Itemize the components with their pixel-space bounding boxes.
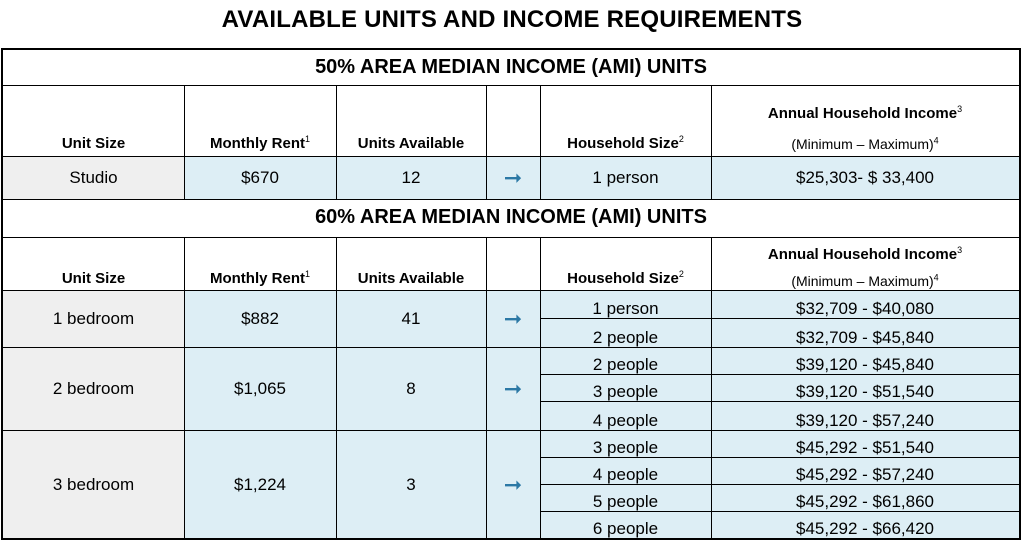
- cell-rent-1-bedroom: $882: [184, 291, 336, 347]
- cell-unit-size-3-bedroom: 3 bedroom: [3, 431, 184, 538]
- page-title: AVAILABLE UNITS AND INCOME REQUIREMENTS: [221, 6, 803, 33]
- header-unit-size: Unit Size: [61, 135, 126, 152]
- cell-rent-studio: $670: [184, 157, 336, 199]
- cell-household-size: 1 person: [540, 157, 711, 199]
- cell-income-range: $32,709 - $40,080: [711, 291, 1019, 319]
- cell-income-range: $45,292 - $51,540: [711, 431, 1019, 458]
- cell-household-size: 4 people: [540, 458, 711, 485]
- header-household-size: Household Size$^2$: [567, 134, 684, 152]
- cell-income-range: $39,120 - $57,240: [795, 411, 934, 430]
- cell-units-3-bedroom: 3: [336, 431, 486, 538]
- cell-household-size: 2 people: [540, 348, 711, 375]
- cell-household-size: 4 people: [592, 411, 659, 430]
- cell-household-size: 6 people: [592, 519, 659, 538]
- cell-income-range: $45,292 - $57,240: [711, 458, 1019, 485]
- header-monthly-rent: Monthly Rent$^1$: [209, 134, 310, 152]
- cell-unit-size-2-bedroom: 2 bedroom: [3, 348, 184, 430]
- arrow-icon: ➞: [486, 157, 540, 199]
- section-heading-50-ami: 50% AREA MEDIAN INCOME (AMI) UNITS: [315, 56, 707, 78]
- cell-income-range: $45,292 - $66,420: [795, 519, 934, 538]
- cell-household-size: 2 people: [592, 328, 659, 347]
- cell-household-size: 3 people: [540, 431, 711, 458]
- cell-rent-3-bedroom: $1,224: [184, 431, 336, 538]
- header-units-available: Units Available: [357, 135, 465, 152]
- cell-income-range: $45,292 - $61,860: [711, 485, 1019, 512]
- cell-income-range: $39,120 - $51,540: [711, 375, 1019, 402]
- units-table: [1, 48, 1021, 540]
- cell-units-2-bedroom: 8: [336, 348, 486, 430]
- cell-income-range: $32,709 - $45,840: [795, 328, 934, 347]
- header-monthly-rent: Monthly Rent$^1$: [209, 269, 310, 287]
- header-household-size: Household Size$^2$: [567, 269, 684, 287]
- arrow-icon: ➞: [486, 348, 540, 430]
- cell-rent-2-bedroom: $1,065: [184, 348, 336, 430]
- arrow-icon: ➞: [486, 291, 540, 347]
- cell-income-range: $25,303- $ 33,400: [711, 157, 1019, 199]
- cell-income-range: $39,120 - $45,840: [711, 348, 1019, 375]
- header-unit-size: Unit Size: [61, 270, 126, 287]
- section-heading-60-ami: 60% AREA MEDIAN INCOME (AMI) UNITS: [315, 206, 707, 228]
- cell-household-size: 5 people: [540, 485, 711, 512]
- cell-units-studio: 12: [336, 157, 486, 199]
- header-units-available: Units Available: [357, 270, 465, 287]
- header-annual-income: Annual Household Income$^3$ (Minimum – Maximum)$^4$: [767, 245, 963, 289]
- arrow-icon: ➞: [486, 431, 540, 538]
- cell-unit-size-1-bedroom: 1 bedroom: [3, 291, 184, 347]
- cell-unit-size-studio: Studio: [3, 157, 184, 199]
- cell-household-size: 3 people: [540, 375, 711, 402]
- header-annual-income: Annual Household Income$^3$ (Minimum – Maximum)$^4$: [767, 104, 963, 152]
- cell-units-1-bedroom: 41: [336, 291, 486, 347]
- cell-household-size: 1 person: [540, 291, 711, 319]
